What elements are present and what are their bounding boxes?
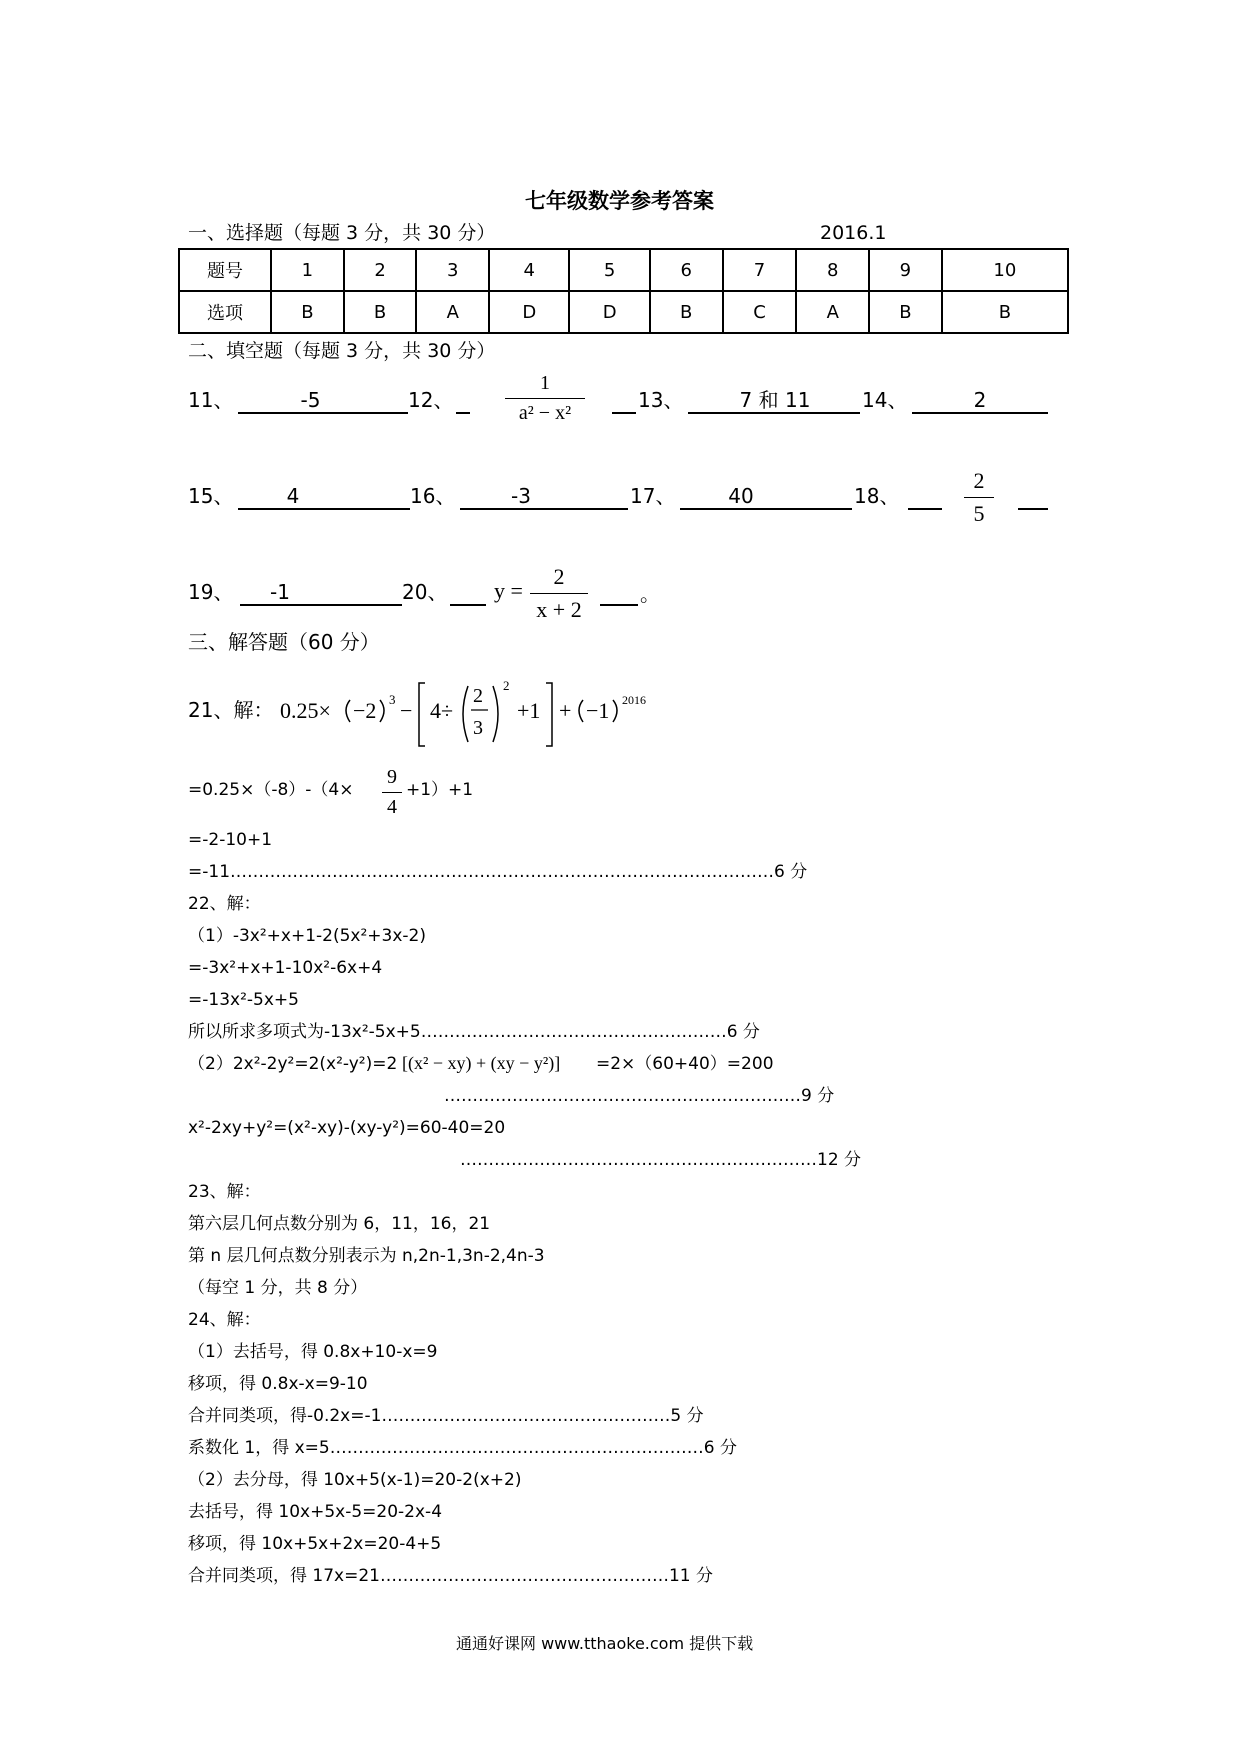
q16-answer: -3 [511, 484, 531, 508]
q22-line5-math: [(x² − xy) + (xy − y²)] [402, 1053, 561, 1073]
q14-answer: 2 [973, 388, 987, 412]
q24-line5: （2）去分母，得 10x+5(x-1)=20-2(x+2) [188, 1470, 522, 1490]
q21-fraction [382, 766, 402, 819]
q20-fraction [530, 564, 588, 623]
table-cell: 8 [796, 249, 869, 291]
q11-answer: -5 [300, 388, 321, 412]
q23-line3: （每空 1 分，共 8 分） [188, 1278, 368, 1298]
svg-text:+1: +1 [517, 698, 541, 723]
q20-blank-right [600, 604, 638, 606]
q12-denominator: a² − x² [518, 402, 572, 424]
svg-text:3: 3 [389, 692, 396, 707]
table-cell: 7 [723, 249, 797, 291]
q22-line5-a: （2）2x²-2y²=2(x²-y²)=2 [188, 1054, 398, 1074]
q15-blank [238, 508, 410, 510]
q22-line4: 所以所求多项式为-13x²-5x+5………………………………………………6 分 [188, 1022, 760, 1042]
q12-fraction [505, 372, 585, 425]
q13-answer: 7 和 11 [739, 388, 811, 412]
section-1-heading: 一、选择题（每题 3 分，共 30 分） [188, 222, 496, 244]
q21-numerator: 9 [387, 766, 397, 788]
svg-text:3: 3 [473, 717, 483, 739]
q21-step1-b: +1）+1 [406, 780, 474, 800]
q24-line4: 系数化 1，得 x=5…………………………………………………………6 分 [188, 1438, 737, 1458]
q16-label: 16、 [410, 484, 456, 508]
q14-blank [912, 412, 1048, 414]
q22-line1: （1）-3x²+x+1-2(5x²+3x-2) [188, 926, 426, 946]
svg-text:−2: −2 [353, 698, 377, 723]
svg-text:4÷: 4÷ [430, 698, 454, 723]
q18-denominator: 5 [973, 501, 985, 526]
q13-blank [688, 412, 860, 414]
fraction-bar [964, 497, 994, 498]
q20-prefix: y = [494, 578, 523, 603]
table-cell: A [416, 291, 489, 333]
q19-label: 19、 [188, 580, 234, 604]
table-cell: 2 [344, 249, 417, 291]
q22-label: 22、解： [188, 894, 261, 914]
q22-line7: x²-2xy+y²=(x²-xy)-(xy-y²)=60-40=20 [188, 1118, 506, 1138]
q22-line5-b: =2×（60+40）=200 [596, 1054, 774, 1074]
table-cell: 4 [489, 249, 569, 291]
table-cell: B [942, 291, 1068, 333]
q17-blank [680, 508, 852, 510]
q18-fraction [964, 468, 994, 527]
fraction-bar [505, 398, 585, 399]
q24-line7: 移项，得 10x+5x+2x=20-4+5 [188, 1534, 442, 1554]
answer-table [178, 248, 1069, 334]
table-cell: 5 [569, 249, 649, 291]
section-2-heading: 二、填空题（每题 3 分，共 30 分） [188, 340, 496, 362]
q11-blank [238, 412, 408, 414]
svg-text:0.25×: 0.25× [280, 698, 331, 723]
q14-label: 14、 [862, 388, 908, 412]
table-cell: 10 [942, 249, 1068, 291]
q23-line1: 第六层几何点数分别为 6，11，16，21 [188, 1214, 491, 1234]
q22-line8: ………………………………………………………12 分 [460, 1150, 862, 1170]
q23-line2: 第 n 层几何点数分别表示为 n,2n-1,3n-2,4n-3 [188, 1246, 545, 1266]
table-cell: B [344, 291, 417, 333]
q12-label: 12、 [408, 388, 454, 412]
table-cell: B [650, 291, 723, 333]
footer-text: 通通好课网 www.tthaoke.com 提供下载 [456, 1634, 754, 1653]
q20-numerator: 2 [553, 564, 565, 589]
q24-line2: 移项，得 0.8x-x=9-10 [188, 1374, 368, 1394]
q17-label: 17、 [630, 484, 676, 508]
q21-step3: =-11……………………………………………………………………………………6 分 [188, 862, 808, 882]
q15-label: 15、 [188, 484, 234, 508]
table-cell: 9 [869, 249, 942, 291]
q18-numerator: 2 [973, 468, 985, 493]
q20-blank-left [450, 604, 486, 606]
table-cell: 3 [416, 249, 489, 291]
svg-text:+: + [559, 698, 572, 723]
q21-denominator: 4 [387, 796, 397, 818]
q24-line8: 合并同类项，得 17x=21……………………………………………11 分 [188, 1566, 714, 1586]
svg-text:2016: 2016 [622, 693, 646, 707]
svg-text:2: 2 [503, 678, 510, 693]
table-cell: B [271, 291, 344, 333]
table-cell: B [869, 291, 942, 333]
table-cell: D [569, 291, 649, 333]
page-title: 七年级数学参考答案 [525, 188, 714, 213]
table-cell: A [796, 291, 869, 333]
q12-blank-left [456, 412, 470, 414]
q21-step2: =-2-10+1 [188, 830, 273, 850]
q20-denominator: x + 2 [536, 597, 582, 622]
q20-label: 20、 [402, 580, 448, 604]
row-header-number: 题号 [179, 249, 271, 291]
q21-expression [280, 678, 660, 762]
fraction-bar [382, 792, 402, 793]
q12-blank-right [612, 412, 636, 414]
svg-text:−: − [400, 698, 413, 723]
q21-label: 21、解： [188, 698, 274, 722]
q16-blank [460, 508, 628, 510]
q22-line3: =-13x²-5x+5 [188, 990, 299, 1010]
q21-step1-a: =0.25×（-8）-（4× [188, 780, 354, 800]
q22-line6: ………………………………………………………9 分 [444, 1086, 835, 1106]
q24-label: 24、解： [188, 1310, 261, 1330]
q12-numerator: 1 [540, 372, 550, 394]
fraction-bar [530, 593, 588, 594]
q22-line2: =-3x²+x+1-10x²-6x+4 [188, 958, 383, 978]
q18-blank-right [1018, 508, 1048, 510]
section-3-heading: 三、解答题（60 分） [188, 630, 380, 654]
q24-line3: 合并同类项，得-0.2x=-1……………………………………………5 分 [188, 1406, 704, 1426]
table-row-answers [179, 291, 1068, 333]
table-cell: 6 [650, 249, 723, 291]
svg-text:2: 2 [473, 685, 483, 707]
q19-blank [240, 604, 402, 606]
q19-answer: -1 [270, 580, 290, 604]
q18-label: 18、 [854, 484, 900, 508]
q21-formula-svg [280, 678, 660, 758]
q17-answer: 40 [728, 484, 754, 508]
q24-line1: （1）去括号，得 0.8x+10-x=9 [188, 1342, 438, 1362]
q20-end: 。 [640, 582, 660, 606]
row-header-answer: 选项 [179, 291, 271, 333]
table-cell: D [489, 291, 569, 333]
q23-label: 23、解： [188, 1182, 261, 1202]
q15-answer: 4 [286, 484, 300, 508]
q13-label: 13、 [638, 388, 684, 412]
q24-line6: 去括号，得 10x+5x-5=20-2x-4 [188, 1502, 443, 1522]
svg-text:−1: −1 [586, 698, 610, 723]
table-cell: C [723, 291, 797, 333]
table-cell: 1 [271, 249, 344, 291]
q18-blank-left [908, 508, 942, 510]
table-row-numbers [179, 249, 1068, 291]
q11-label: 11、 [188, 388, 234, 412]
date: 2016.1 [820, 222, 887, 244]
